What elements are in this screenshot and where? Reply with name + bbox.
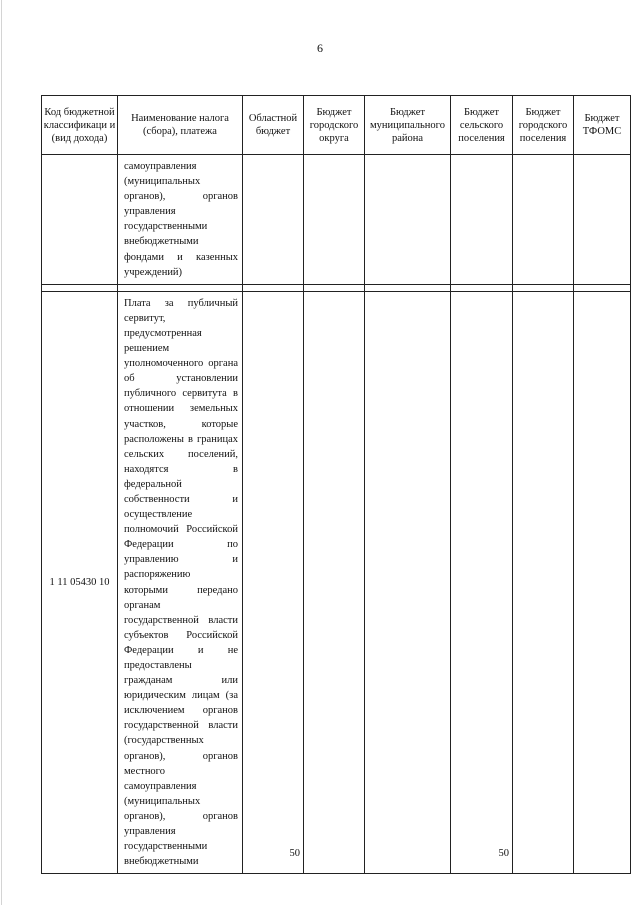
text-line: сельских поселений,: [124, 448, 238, 460]
text-line: распоряжению: [124, 569, 191, 581]
text-line: учреждений): [124, 266, 183, 278]
header-municipal-district-budget: Бюджет муниципального района: [365, 96, 451, 155]
text-line: об установлении: [124, 373, 238, 385]
text-line: уполномоченного органа: [124, 358, 238, 370]
text-line: Плата за публичный: [124, 297, 238, 309]
text-line: государственными: [124, 841, 208, 853]
row-name-text: [118, 155, 242, 284]
text-line: участков, которые: [124, 418, 238, 430]
text-line: осуществление: [124, 509, 193, 521]
header-urban-settlement-budget: Бюджет городского поселения: [513, 96, 574, 155]
text-line: собственности и: [124, 493, 238, 505]
text-line: юридическим лицам (за: [124, 690, 238, 702]
text-line: Федерации и не: [124, 644, 238, 656]
text-line: управления: [124, 206, 176, 218]
text-line: полномочий Российской: [124, 524, 238, 536]
row-rural-settlement-value: [451, 155, 513, 285]
table-row: [42, 291, 631, 874]
text-line: органов), органов: [124, 191, 238, 203]
text-line: государственными: [124, 221, 208, 233]
text-line: внебюджетными: [124, 856, 199, 868]
text-line: расположены в границах: [124, 433, 238, 445]
row-urban-settlement-value: [513, 155, 574, 285]
text-line: отношении земельных: [124, 403, 238, 415]
text-line: (муниципальных: [124, 795, 201, 807]
text-line: управлению и: [124, 554, 238, 566]
text-line: управления: [124, 826, 176, 838]
text-line: самоуправления: [124, 161, 197, 172]
header-city-district-budget: Бюджет городского округа: [304, 96, 365, 155]
text-line: исключением органов: [124, 705, 238, 717]
text-line: федеральной: [124, 478, 182, 490]
row-name: [118, 155, 243, 285]
budget-distribution-table: [41, 95, 631, 874]
text-line: государственной власти: [124, 720, 238, 732]
row-name-text: [118, 292, 242, 874]
text-line: органов), органов: [124, 750, 238, 762]
header-name: Наименование налога (сбора), платежа: [118, 96, 243, 155]
text-line: публичного сервитута в: [124, 388, 238, 400]
text-line: субъектов Российской: [124, 629, 238, 641]
scan-left-edge: [1, 0, 2, 905]
row-urban-settlement-value: [513, 291, 574, 874]
text-line: органов), органов: [124, 810, 238, 822]
text-line: находятся в: [124, 463, 238, 475]
text-line: самоуправления: [124, 780, 197, 792]
row-code: [42, 155, 118, 285]
row-municipal-district-value: [365, 291, 451, 874]
text-line: внебюджетными: [124, 236, 199, 248]
row-rural-settlement-value: 50: [451, 291, 513, 874]
header-tfoms-budget: Бюджет ТФОМС: [574, 96, 631, 155]
text-line: Федерации по: [124, 539, 238, 551]
text-line: сервитут,: [124, 312, 166, 324]
text-line: фондами и казенных: [124, 251, 238, 263]
row-city-district-value: [304, 155, 365, 285]
text-line: местного: [124, 765, 165, 777]
row-name: [118, 291, 243, 874]
row-municipal-district-value: [365, 155, 451, 285]
text-line: (государственных: [124, 735, 204, 747]
row-regional-value: [243, 155, 304, 285]
text-line: которыми передано: [124, 584, 238, 596]
text-line: (муниципальных: [124, 176, 201, 188]
row-regional-value: 50: [243, 291, 304, 874]
header-code: Код бюджетной классификаци и (вид дохода): [42, 96, 118, 155]
row-code: 1 11 05430 10: [42, 291, 118, 874]
text-line: государственной власти: [124, 614, 238, 626]
row-tfoms-value: [574, 291, 631, 874]
row-city-district-value: [304, 291, 365, 874]
page-number: 6: [317, 41, 323, 55]
text-line: предусмотренная: [124, 327, 202, 339]
text-line: органам: [124, 599, 161, 611]
row-separator: [42, 284, 631, 291]
table-row: [42, 155, 631, 285]
text-line: гражданам или: [124, 675, 238, 687]
header-rural-settlement-budget: Бюджет сельского поселения: [451, 96, 513, 155]
header-regional-budget: Областной бюджет: [243, 96, 304, 155]
row-tfoms-value: [574, 155, 631, 285]
text-line: решением: [124, 343, 170, 355]
table-header-row: [42, 96, 631, 155]
text-line: предоставлены: [124, 660, 192, 671]
